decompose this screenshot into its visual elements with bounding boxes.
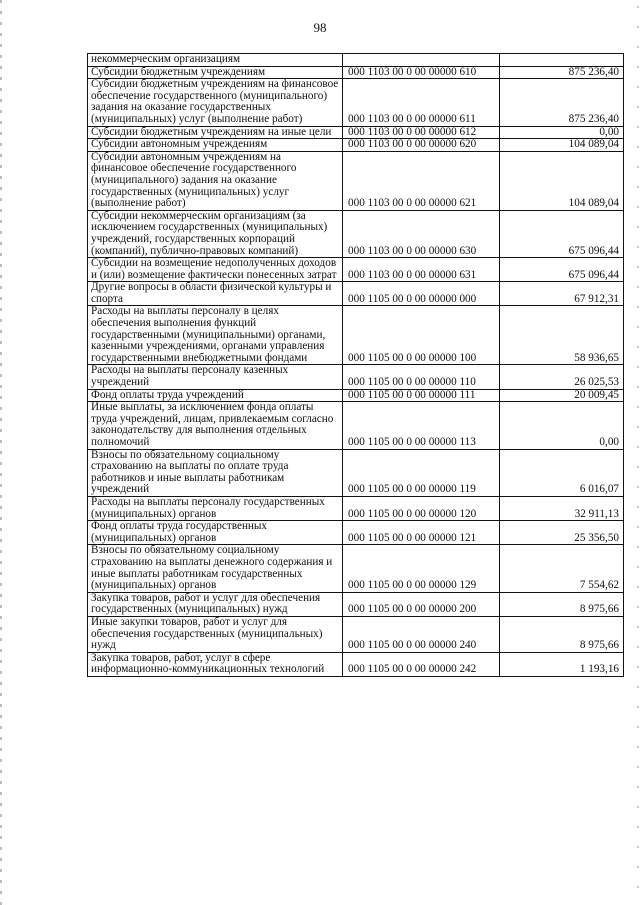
row-name-cell: Иные закупки товаров, работ и услуг для обеспечения государственных (муниципальных) нужд — [88, 616, 343, 652]
row-sum-cell: 675 096,44 — [500, 258, 624, 282]
row-sum-cell: 1 193,16 — [500, 652, 624, 676]
row-name-cell: Субсидии на возмещение недополученных доходов и (или) возмещение фактически понесенных затрат — [88, 258, 343, 282]
row-sum-cell: 675 096,44 — [500, 210, 624, 257]
row-code-cell: 000 1103 00 0 00 00000 630 — [343, 210, 500, 257]
row-sum-cell: 0,00 — [500, 402, 624, 449]
row-code-cell: 000 1103 00 0 00 00000 621 — [343, 151, 500, 210]
table-body — [88, 54, 624, 677]
row-code-cell: 000 1105 00 0 00 00000 111 — [343, 389, 500, 402]
row-name-cell: Субсидии некоммерческим организациям (за исключением государственных (муниципальных) учреждений, государственных корпораций (компаний), публично-правовых компаний) — [88, 210, 343, 257]
table-row — [88, 126, 624, 139]
table-row — [88, 449, 624, 496]
row-sum-cell: 58 936,65 — [500, 306, 624, 365]
row-code-cell: 000 1105 00 0 00 00000 113 — [343, 402, 500, 449]
table-row — [88, 54, 624, 67]
table-row — [88, 66, 624, 79]
row-code-cell: 000 1103 00 0 00 00000 620 — [343, 139, 500, 152]
row-name-cell: Субсидии бюджетным учреждениям на иные цели — [88, 126, 343, 139]
row-sum-cell: 104 089,04 — [500, 139, 624, 152]
row-code-cell: 000 1105 00 0 00 00000 120 — [343, 496, 500, 520]
row-code-cell: 000 1105 00 0 00 00000 200 — [343, 592, 500, 616]
row-code-cell: 000 1103 00 0 00 00000 610 — [343, 66, 500, 79]
row-sum-cell: 875 236,40 — [500, 66, 624, 79]
row-name-cell: Иные выплаты, за исключением фонда оплаты труда учреждений, лицам, привлекаемым согласно законодательству для выполнения отдельных полномочий — [88, 402, 343, 449]
row-name-cell: Фонд оплаты труда государственных (муниципальных) органов — [88, 521, 343, 545]
row-sum-cell: 32 911,13 — [500, 496, 624, 520]
row-name-cell: Фонд оплаты труда учреждений — [88, 389, 343, 402]
row-code-cell: 000 1105 00 0 00 00000 129 — [343, 545, 500, 592]
table-row — [88, 496, 624, 520]
row-name-cell: Субсидии бюджетным учреждениям — [88, 66, 343, 79]
row-name-cell: Взносы по обязательному социальному страхованию на выплаты по оплате труда работников и иные выплаты работникам учреждений — [88, 449, 343, 496]
row-code-cell — [343, 54, 500, 67]
row-sum-cell: 8 975,66 — [500, 592, 624, 616]
row-sum-cell: 8 975,66 — [500, 616, 624, 652]
row-name-cell: Закупка товаров, работ и услуг для обеспечения государственных (муниципальных) нужд — [88, 592, 343, 616]
row-name-cell: Субсидии автономным учреждениям на финансовое обеспечение государственного (муниципального) задания на оказание государственных (муниципальных) услуг (выполнение работ) — [88, 151, 343, 210]
table-row — [88, 389, 624, 402]
table-row — [88, 258, 624, 282]
row-sum-cell: 67 912,31 — [500, 282, 624, 306]
row-sum-cell — [500, 54, 624, 67]
row-code-cell: 000 1103 00 0 00 00000 612 — [343, 126, 500, 139]
row-name-cell: Расходы на выплаты персоналу государственных (муниципальных) органов — [88, 496, 343, 520]
budget-table — [87, 53, 624, 677]
table-row — [88, 210, 624, 257]
table-row — [88, 402, 624, 449]
row-name-cell: Расходы на выплаты персоналу казенных учреждений — [88, 365, 343, 389]
row-code-cell: 000 1103 00 0 00 00000 631 — [343, 258, 500, 282]
table-row — [88, 365, 624, 389]
row-code-cell: 000 1105 00 0 00 00000 242 — [343, 652, 500, 676]
table-row — [88, 592, 624, 616]
row-code-cell: 000 1105 00 0 00 00000 121 — [343, 521, 500, 545]
row-sum-cell: 20 009,45 — [500, 389, 624, 402]
row-sum-cell: 25 356,50 — [500, 521, 624, 545]
row-code-cell: 000 1105 00 0 00 00000 100 — [343, 306, 500, 365]
row-name-cell: Закупка товаров, работ, услуг в сфере информационно-коммуникационных технологий — [88, 652, 343, 676]
row-name-cell: Расходы на выплаты персоналу в целях обеспечения выполнения функций государственными (муниципальными) органами, казенными учреждениями, органами управления государственными внебюджетными фондами — [88, 306, 343, 365]
table-row — [88, 282, 624, 306]
row-code-cell: 000 1105 00 0 00 00000 119 — [343, 449, 500, 496]
table-row — [88, 616, 624, 652]
row-name-cell: некоммерческим организациям — [88, 54, 343, 67]
row-sum-cell: 6 016,07 — [500, 449, 624, 496]
table-row — [88, 652, 624, 676]
row-name-cell: Субсидии автономным учреждениям — [88, 139, 343, 152]
row-sum-cell: 0,00 — [500, 126, 624, 139]
row-name-cell: Взносы по обязательному социальному страхованию на выплаты денежного содержания и иные выплаты работникам государственных (муниципальных) органов — [88, 545, 343, 592]
page-number: 98 — [313, 20, 327, 35]
row-name-cell: Субсидии бюджетным учреждениям на финансовое обеспечение государственного (муниципального) задания на оказание государственных (муниципальных) услуг (выполнение работ) — [88, 79, 343, 126]
table-row — [88, 79, 624, 126]
row-code-cell: 000 1105 00 0 00 00000 000 — [343, 282, 500, 306]
table-row — [88, 545, 624, 592]
row-code-cell: 000 1105 00 0 00 00000 110 — [343, 365, 500, 389]
table-row — [88, 521, 624, 545]
row-code-cell: 000 1105 00 0 00 00000 240 — [343, 616, 500, 652]
row-code-cell: 000 1103 00 0 00 00000 611 — [343, 79, 500, 126]
row-sum-cell: 26 025,53 — [500, 365, 624, 389]
row-name-cell: Другие вопросы в области физической культуры и спорта — [88, 282, 343, 306]
table-row — [88, 151, 624, 210]
row-sum-cell: 7 554,62 — [500, 545, 624, 592]
row-sum-cell: 875 236,40 — [500, 79, 624, 126]
scan-edge-left — [0, 0, 2, 905]
row-sum-cell: 104 089,04 — [500, 151, 624, 210]
table-row — [88, 139, 624, 152]
table-row — [88, 306, 624, 365]
scan-edge-right — [637, 0, 639, 905]
